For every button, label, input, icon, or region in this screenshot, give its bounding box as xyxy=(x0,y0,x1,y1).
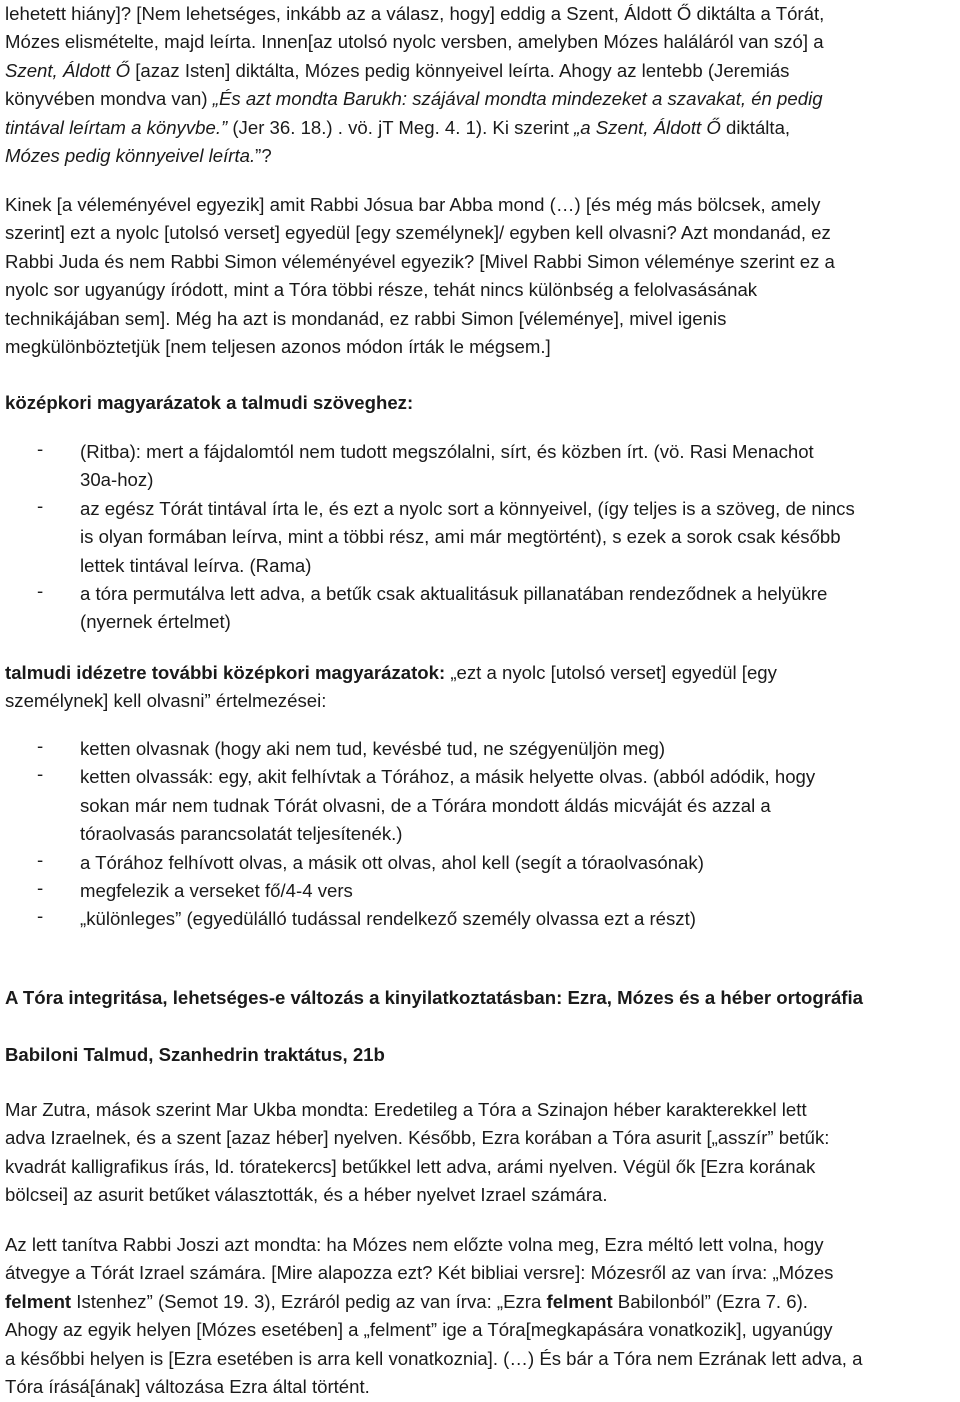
text-line: szerint] ezt a nyolc [utolsó verset] egyedül [egy személynek]/ egyben kell olvasni? Azt mondanád, ez xyxy=(5,222,831,244)
paragraph-mar-zutra xyxy=(5,1096,957,1210)
heading-line-2: személynek] kell olvasni” értelmezései: xyxy=(5,690,327,712)
list-item xyxy=(5,877,957,905)
text-line xyxy=(5,114,957,142)
bullet-dash: - xyxy=(37,763,44,785)
list-item xyxy=(5,849,957,877)
text-segment: Ahogy az egyik helyen [Mózes esetében] a „felment” ige a Tóra[megkapására vonatkozik], ugyanúgy xyxy=(5,1319,833,1341)
bullet-dash: - xyxy=(37,735,44,756)
list-item-line: a Tórához felhívott olvas, a másik ott olvas, ahol kell (segít a tóraolvasónak) xyxy=(80,851,704,873)
text-segment: felment xyxy=(5,1290,72,1312)
text-line xyxy=(5,0,957,28)
bullet-dash: - xyxy=(37,848,44,870)
text-segment: Az lett tanítva Rabbi Joszi azt mondta: ha Mózes nem előzte volna meg, Ezra méltó lett volna, hogy xyxy=(5,1234,824,1255)
list-item-line: (nyernek értelmet) xyxy=(80,611,231,633)
bullet-dash: - xyxy=(37,438,44,459)
list-item-line: megfelezik a verseket fő/4-4 vers xyxy=(80,879,353,901)
text-segment: Babilonból” (Ezra 7. 6). xyxy=(612,1290,808,1312)
text-segment: diktálta, xyxy=(720,116,791,138)
list-item-line: a tóra permutálva lett adva, a betűk csak aktualitásuk pillanatában rendeződnek a helyükre xyxy=(80,582,828,604)
text-segment: lehetett hiány]? [Nem lehetséges, inkább az a válasz, hogy] eddig a Szent, Áldott Ő diktálta a Tórát, xyxy=(5,3,825,24)
text-line: Kinek [a véleményével egyezik] amit Rabbi Jósua bar Abba mond (…) [és még más bölcsek, amely xyxy=(5,194,821,215)
list-item-line: „különleges” (egyedülálló tudással rendelkező személy olvassa ezt a részt) xyxy=(80,908,696,930)
text-segment: (Jer 36. 18.) . vö. jT Meg. 4. 1). Ki szerint xyxy=(227,116,575,138)
text-segment: Mózes pedig könnyeivel leírta. xyxy=(5,144,256,166)
paragraph-moses-tears xyxy=(5,0,957,170)
section-title xyxy=(5,984,957,1012)
list-item-line: ketten olvassák: egy, akit felhívtak a Tórához, a másik helyette olvas. (abból adódik, hogy xyxy=(80,766,816,788)
list-item-line: lettek tintával leírva. (Rama) xyxy=(80,554,312,576)
text-line: bölcsei] az asurit betűket választották, és a héber nyelvet Izrael számára. xyxy=(5,1184,608,1206)
text-segment: Szent, Áldott Ő xyxy=(5,59,131,81)
text-segment: tintával leírtam a könyvbe.” xyxy=(5,116,228,138)
list-item-line: ketten olvasnak (hogy aki nem tud, kevésbé tud, ne szégyenüljön meg) xyxy=(80,738,666,759)
list-item xyxy=(5,438,957,495)
text-line xyxy=(5,142,957,170)
list-item xyxy=(5,495,957,580)
list-item xyxy=(5,735,957,763)
list-item-line: (Ritba): mert a fájdalomtól nem tudott megszólalni, sírt, és közben írt. (vö. Rasi Menachot xyxy=(80,441,814,462)
bullet-dash: - xyxy=(37,905,44,927)
heading-further-commentaries xyxy=(5,659,957,716)
text-segment: Mózes elismételte, majd leírta. Innen[az utolsó nyolc versben, amelyben Mózes haláláról van szó] a xyxy=(5,31,824,53)
list-item xyxy=(5,905,957,933)
bullet-dash: - xyxy=(37,494,44,516)
text-line: adva Izraelnek, és a szent [azaz héber] nyelven. Később, Ezra korában a Tóra asurit [„asszír” betűk: xyxy=(5,1127,830,1149)
bullet-dash: - xyxy=(37,579,44,601)
text-segment: [azaz Isten] diktálta, Mózes pedig könnyeivel leírta. Ahogy az lentebb (Jeremiás xyxy=(130,59,790,81)
paragraph-rabbi-joshua xyxy=(5,191,957,361)
heading-quote-text: „ezt a nyolc [utolsó verset] egyedül [egy xyxy=(445,662,777,683)
text-segment: „a Szent, Áldott Ő xyxy=(574,116,721,138)
list-medieval-commentaries xyxy=(5,438,957,637)
text-line xyxy=(5,85,957,113)
text-segment: Istenhez” (Semot 19. 3), Ezráról pedig az van írva: „Ezra xyxy=(71,1290,547,1312)
list-item-line: 30a-hoz) xyxy=(80,469,154,491)
bullet-dash: - xyxy=(37,876,44,898)
text-line xyxy=(5,1231,957,1259)
text-line xyxy=(5,1316,957,1344)
text-line xyxy=(5,1373,957,1401)
text-line xyxy=(5,28,957,56)
text-line: technikájában sem]. Még ha azt is mondanád, ez rabbi Simon [véleménye], mivel igenis xyxy=(5,307,727,329)
text-segment: átvegye a Tórát Izrael számára. [Mire alapozza ezt? Két bibliai versre]: Mózesről az van írva: „Mózes xyxy=(5,1262,834,1284)
text-line xyxy=(5,1288,957,1316)
list-item-line: is olyan formában leírva, mint a többi rész, ami már megtörtént), s ezek a sorok csak később xyxy=(80,526,841,548)
section-title-text: A Tóra integritása, lehetséges-e változás a kinyilatkoztatásban: Ezra, Mózes és a héber ortográfia xyxy=(5,987,864,1008)
heading-bold-text: talmudi idézetre további középkori magyarázatok: xyxy=(5,662,446,683)
text-segment: ”? xyxy=(255,144,272,166)
list-interpretations xyxy=(5,735,957,934)
text-line xyxy=(5,57,957,85)
list-item-line: tóraolvasás parancsolatát teljesítenék.) xyxy=(80,823,403,845)
list-item xyxy=(5,580,957,637)
text-segment: könyvében mondva van) xyxy=(5,88,213,110)
source-title-text: Babiloni Talmud, Szanhedrin traktátus, 21b xyxy=(5,1044,385,1065)
text-line: Rabbi Juda és nem Rabbi Simon véleményével egyezik? [Mivel Rabbi Simon véleménye szerint ez a xyxy=(5,250,835,272)
text-segment: „És azt mondta Barukh: szájával mondta mindezeket a szavakat, én pedig xyxy=(212,88,823,110)
source-title xyxy=(5,1041,957,1069)
list-item-line: sokan már nem tudnak Tórát olvasni, de a Tórára mondott áldás micváját és azzal a xyxy=(80,794,771,816)
list-item xyxy=(5,763,957,848)
text-line: nyolc sor ugyanúgy íródott, mint a Tóra többi része, tehát nincs különbség a felolvasásának xyxy=(5,279,758,301)
text-line xyxy=(5,1345,957,1373)
heading-text: középkori magyarázatok a talmudi szöveghez: xyxy=(5,392,414,413)
text-segment: felment xyxy=(546,1290,613,1312)
text-segment: Tóra írásá[ának] változása Ezra által történt. xyxy=(5,1375,370,1397)
text-line xyxy=(5,1259,957,1287)
heading-medieval-commentaries xyxy=(5,389,957,417)
list-item-line: az egész Tórát tintával írta le, és ezt a nyolc sort a könnyeivel, (így teljes is a szöveg, de nincs xyxy=(80,497,855,519)
text-segment: a későbbi helyen is [Ezra esetében is arra kell vonatkoznia]. (…) És bár a Tóra nem Ezrának lett adva, a xyxy=(5,1347,863,1369)
paragraph-rabbi-joszi xyxy=(5,1231,957,1401)
text-line: megkülönböztetjük [nem teljesen azonos módon írták le mégsem.] xyxy=(5,335,551,357)
text-line: kvadrát kalligrafikus írás, ld. tóratekercs] betűkkel lett adva, arámi nyelven. Végül ők [Ezra korának xyxy=(5,1155,816,1177)
text-line: Mar Zutra, mások szerint Mar Ukba mondta: Eredetileg a Tóra a Szinajon héber karakterekkel lett xyxy=(5,1099,807,1120)
